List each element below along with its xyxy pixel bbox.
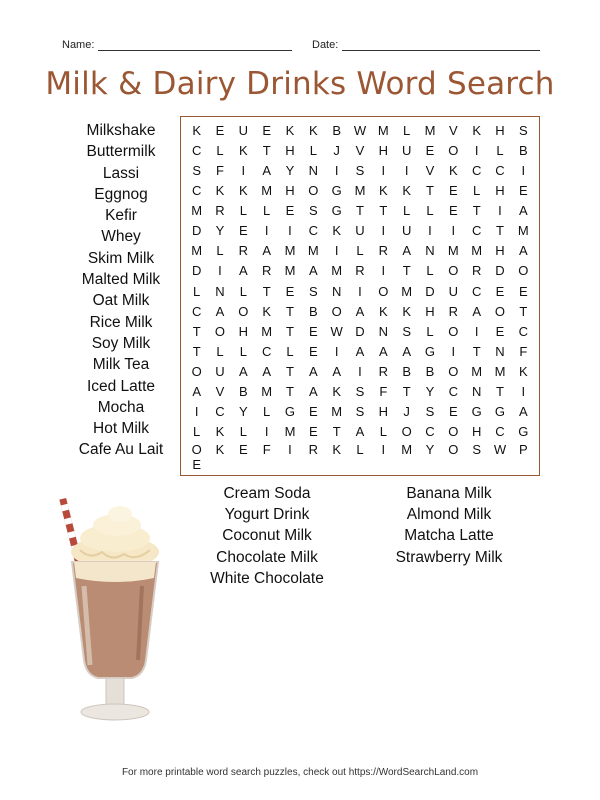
grid-letter: H [285,142,295,158]
grid-letter: A [472,303,481,319]
grid-letter: A [378,343,388,359]
grid-letter: A [518,404,528,420]
grid-letter: S [402,323,411,339]
grid-letter: L [263,203,271,219]
page-title: Milk & Dairy Drinks Word Search [45,66,555,102]
grid-letter: S [308,203,318,219]
grid-letter: I [334,162,339,178]
grid-letter: I [451,343,456,359]
grid-letter: S [355,384,365,400]
word-list-item: Buttermilk [86,143,156,161]
grid-letter: O [214,323,226,339]
word-list-item: Chocolate Milk [216,548,318,566]
grid-letter: M [471,364,483,380]
grid-letter: L [216,243,224,259]
grid-letter: F [379,384,388,400]
grid-letter: O [448,263,459,279]
grid-letter: I [381,162,386,178]
grid-letter: M [354,182,366,198]
grid-letter: K [215,424,225,440]
grid-letter: B [402,364,411,380]
grid-letter: M [191,203,203,219]
grid-letter: A [402,243,411,259]
grid-letter: O [494,303,506,319]
grid-letter: E [448,203,458,219]
grid-letter: I [358,364,362,380]
word-list-item: Matcha Latte [404,527,494,545]
grid-letter: L [426,203,434,219]
grid-letter: I [288,442,292,457]
grid-letter: V [425,162,435,178]
grid-letter: H [238,323,249,339]
grid-letter: R [355,263,365,279]
grid-letter: K [238,142,248,158]
grid-letter: K [402,303,411,319]
word-list-bottom-left [196,483,338,589]
grid-letter: N [308,162,319,178]
word-list-item: Hot Milk [93,420,149,438]
grid-letter: H [378,142,389,158]
grid-letter: H [425,303,435,319]
grid-letter: O [308,182,319,198]
grid-letter: R [308,442,319,457]
grid-letter: L [496,142,504,158]
grid-letter: U [215,364,225,380]
grid-letter: B [308,303,318,319]
grid-letter: E [518,182,528,198]
grid-letter: W [330,323,343,339]
whipped-cream-icon [71,506,159,568]
grid-letter: I [381,263,386,279]
grid-letter: E [285,283,295,299]
grid-letter: L [239,424,247,440]
grid-letter: G [424,343,436,359]
grid-letter: A [308,263,318,279]
grid-letter: E [308,424,318,440]
grid-letter: M [261,323,273,339]
grid-letter: F [519,343,528,359]
grid-letter: D [355,323,365,339]
grid-letter: C [471,283,482,299]
grid-letter: U [401,223,412,239]
grid-letter: T [402,263,411,279]
grid-letter: O [448,442,459,457]
word-list-item: Coconut Milk [222,527,312,545]
grid-letter: M [331,263,343,279]
grid-letter: S [355,404,365,420]
grid-letter: J [403,404,410,420]
grid-letter: L [403,203,411,219]
grid-letter: D [495,263,505,279]
date-label: Date: [312,39,339,51]
grid-letter: J [333,142,340,158]
grid-letter: W [493,442,507,457]
grid-letter: A [355,424,365,440]
grid-letter: T [496,384,504,400]
grid-letter: T [379,203,388,219]
grid-letter: K [378,182,388,198]
milkshake-illustration [50,490,180,740]
name-label: Name: [62,39,95,51]
grid-letter: T [332,424,341,440]
grid-letter: M [401,283,413,299]
word-list-item: Almond Milk [406,506,492,524]
grid-letter: K [448,162,458,178]
grid-letter: L [403,122,411,138]
grid-letter: O [378,283,389,299]
grid-letter: T [472,203,481,219]
grid-letter: C [425,424,435,440]
grid-letter: B [332,122,341,138]
word-list-item: White Chocolate [210,569,324,587]
grid-letter: T [192,323,201,339]
grid-letter: L [426,263,434,279]
grid-letter: N [331,283,342,299]
grid-letter: A [355,343,365,359]
grid-letter: I [218,263,222,279]
grid-letter: L [263,404,271,420]
grid-letter: I [498,203,502,219]
word-search-grid [180,116,540,476]
grid-letter: O [448,424,459,440]
grid-letter: Y [425,384,435,400]
grid-letter: O [448,142,459,158]
grid-letter: T [519,303,528,319]
grid-letter: C [518,323,529,339]
grid-letter: S [355,162,365,178]
grid-letter: M [377,122,389,138]
grid-letter: E [215,122,225,138]
word-list-item: Milkshake [86,122,156,139]
grid-letter: C [495,162,505,178]
grid-letter: S [192,162,201,178]
grid-letter: O [191,442,202,457]
grid-letter: S [308,283,318,299]
grid-letter: T [356,203,364,219]
grid-letter: I [474,323,479,339]
grid-letter: H [495,122,505,138]
word-list-item: Strawberry Milk [395,548,503,566]
grid-letter: L [379,424,387,440]
grid-letter: I [474,142,479,158]
grid-letter: I [521,162,526,178]
grid-letter: D [191,263,202,279]
word-list-item: Yogurt Drink [224,506,310,524]
grid-letter: T [192,343,201,359]
grid-letter: E [238,442,248,457]
grid-letter: C [471,162,482,178]
grid-letter: N [378,323,389,339]
name-field[interactable] [62,38,292,51]
grid-letter: M [471,243,483,259]
grid-letter: E [448,182,458,198]
grid-letter: K [332,442,341,457]
grid-letter: K [215,182,225,198]
word-list-item: Whey [101,228,141,246]
word-list-item: Mocha [97,398,145,416]
grid-letter: K [192,122,201,138]
grid-letter: U [355,223,365,239]
grid-letter: T [286,364,294,380]
word-list-item: Eggnog [94,185,148,203]
grid-letter: A [518,243,528,259]
word-list-item: Banana Milk [406,485,492,502]
grid-letter: T [286,384,294,400]
name-input-line[interactable] [98,38,292,51]
grid-letter: M [331,404,343,420]
grid-letter: E [448,404,458,420]
grid-letter: A [308,364,318,380]
grid-letter: I [241,162,246,178]
grid-letter: M [261,182,273,198]
grid-letter: I [334,243,339,259]
grid-letter: H [285,182,295,198]
grid-letter: K [238,182,248,198]
grid-letter: K [402,182,411,198]
grid-letter: M [307,243,319,259]
grid-letter: K [378,303,388,319]
grid-letter: C [191,142,202,158]
grid-letter: T [426,182,434,198]
grid-letter: L [239,343,247,359]
word-list-item: Oat Milk [92,292,150,310]
grid-letter: I [381,442,386,457]
grid-letter: H [471,424,482,440]
date-input-line[interactable] [342,38,540,51]
grid-letter: K [332,223,341,239]
grid-letter: U [238,122,249,138]
grid-letter: L [193,424,201,440]
grid-letter: I [404,162,409,178]
grid-letter: L [193,283,201,299]
footer-text: For more printable word search puzzles, check out https://WordSearchLand.com [121,767,479,778]
grid-letter: Y [285,162,295,178]
grid-letter: E [518,283,528,299]
word-list-item: Cream Soda [223,485,311,502]
grid-letter: D [191,223,202,239]
grid-letter: N [495,343,505,359]
grid-letter: R [238,243,249,259]
grid-letter: K [285,122,295,138]
grid-letter: H [495,182,505,198]
grid-letter: I [194,404,199,420]
grid-letter: W [353,122,367,138]
grid-letter: B [425,364,435,380]
grid-letter: Y [425,442,435,457]
grid-letter: A [262,364,271,380]
grid-letter: E [425,142,435,158]
grid-letter: I [428,223,432,239]
grid-letter: C [215,404,225,420]
grid-letter: G [471,404,482,420]
grid-letter: L [473,182,481,198]
grid-letter: N [425,243,435,259]
grid-letter: G [284,404,296,420]
grid-letter: E [308,343,318,359]
grid-letter: C [448,384,459,400]
grid-letter: A [355,303,365,319]
word-list-item: Milk Tea [92,356,150,374]
grid-letter: A [332,364,341,380]
grid-letter: I [334,343,339,359]
grid-letter: A [262,162,271,178]
grid-letter: E [285,203,295,219]
grid-letter: M [284,424,296,440]
grid-letter: T [262,283,271,299]
word-list-item: Rice Milk [89,313,153,331]
grid-letter: U [448,283,459,299]
grid-letter: T [286,303,294,319]
grid-letter: L [426,323,434,339]
grid-letter: I [358,283,362,299]
date-field[interactable] [312,38,540,51]
grid-letter: E [192,457,201,472]
word-list-left [70,120,172,461]
grid-letter: K [308,122,318,138]
grid-letter: O [448,323,459,339]
grid-letter: A [238,263,248,279]
grid-letter: B [518,142,528,158]
grid-letter: I [288,223,292,239]
word-list-item: Iced Latte [86,377,156,395]
grid-letter: O [238,303,249,319]
grid-letter: F [262,442,271,457]
grid-letter: S [425,404,435,420]
grid-letter: R [378,364,389,380]
grid-letter: O [448,364,459,380]
grid-letter: K [472,122,481,138]
grid-letter: L [216,343,224,359]
grid-letter: B [238,384,248,400]
grid-letter: M [401,442,413,457]
grid-letter: V [355,142,365,158]
grid-letter: E [262,122,271,138]
grid-letter: O [191,364,202,380]
grid-letter: T [402,384,411,400]
grid-letter: T [472,343,481,359]
grid-letter: F [216,162,224,178]
grid-letter: A [518,203,528,219]
grid-letter: E [238,223,248,239]
grid-letter: M [261,384,273,400]
grid-letter: A [262,243,271,259]
grid-letter: M [284,243,296,259]
grid-letter: D [425,283,435,299]
grid-letter: A [402,343,411,359]
grid-letter: L [239,283,247,299]
grid-letter: N [215,283,225,299]
grid-letter: G [331,203,342,219]
grid-letter: C [308,223,319,239]
word-list-item: Malted Milk [81,271,161,289]
grid-letter: S [518,122,528,138]
grid-letter: L [286,343,294,359]
grid-letter: R [261,263,272,279]
grid-letter: A [238,364,248,380]
grid-letter: V [215,384,225,400]
grid-letter: Y [238,404,248,420]
grid-letter: A [308,384,318,400]
grid-letter: K [262,303,271,319]
word-list-item: Kefir [105,207,137,225]
grid-letter: M [447,243,459,259]
grid-letter: H [378,404,389,420]
grid-letter: C [261,343,272,359]
grid-letter: A [215,303,225,319]
word-list-item: Lassi [102,164,140,182]
grid-letter: L [356,442,364,457]
grid-letter: I [264,424,269,440]
grid-letter: C [495,424,505,440]
grid-letter: G [331,182,342,198]
grid-letter: V [448,122,458,138]
grid-letter: L [309,142,317,158]
grid-letter: K [332,384,341,400]
word-list-item: Cafe Au Lait [78,441,164,459]
grid-letter: K [215,442,225,457]
grid-letter: E [495,283,505,299]
grid-letter: A [192,384,201,400]
grid-letter: M [517,223,529,239]
word-list-item: Soy Milk [91,334,151,352]
grid-letter: S [472,442,481,457]
grid-letter: M [284,263,296,279]
grid-letter: K [518,364,528,380]
word-list-bottom-right [380,483,518,568]
grid-letter: L [216,142,224,158]
grid-letter: H [495,243,505,259]
grid-letter: O [401,424,412,440]
grid-letter: O [331,303,342,319]
grid-letter: I [521,384,526,400]
grid-letter: C [191,303,202,319]
grid-letter: R [378,243,389,259]
grid-letter: N [471,384,482,400]
grid-letter: I [381,223,386,239]
grid-letter: R [215,203,225,219]
word-list-item: Skim Milk [87,249,155,267]
grid-letter: Y [215,223,225,239]
grid-letter: C [191,182,202,198]
grid-letter: R [471,263,482,279]
glass-icon [72,562,158,720]
grid-letter: T [262,142,271,158]
grid-letter: E [308,404,318,420]
grid-letter: M [494,364,506,380]
grid-letter: T [286,323,294,339]
grid-letter: I [264,223,269,239]
grid-letter: O [518,263,529,279]
grid-letter: G [518,424,529,440]
grid-letter: U [401,142,412,158]
grid-letter: R [448,303,459,319]
grid-letter: M [191,243,203,259]
grid-letter: I [451,223,456,239]
grid-letter: T [496,223,504,239]
grid-letter: P [518,442,528,457]
grid-letter: E [308,323,318,339]
grid-letter: L [239,203,247,219]
grid-letter: E [495,323,505,339]
grid-letter: C [471,223,482,239]
grid-letter: L [356,243,364,259]
grid-letter: M [424,122,436,138]
grid-letter: G [494,404,506,420]
